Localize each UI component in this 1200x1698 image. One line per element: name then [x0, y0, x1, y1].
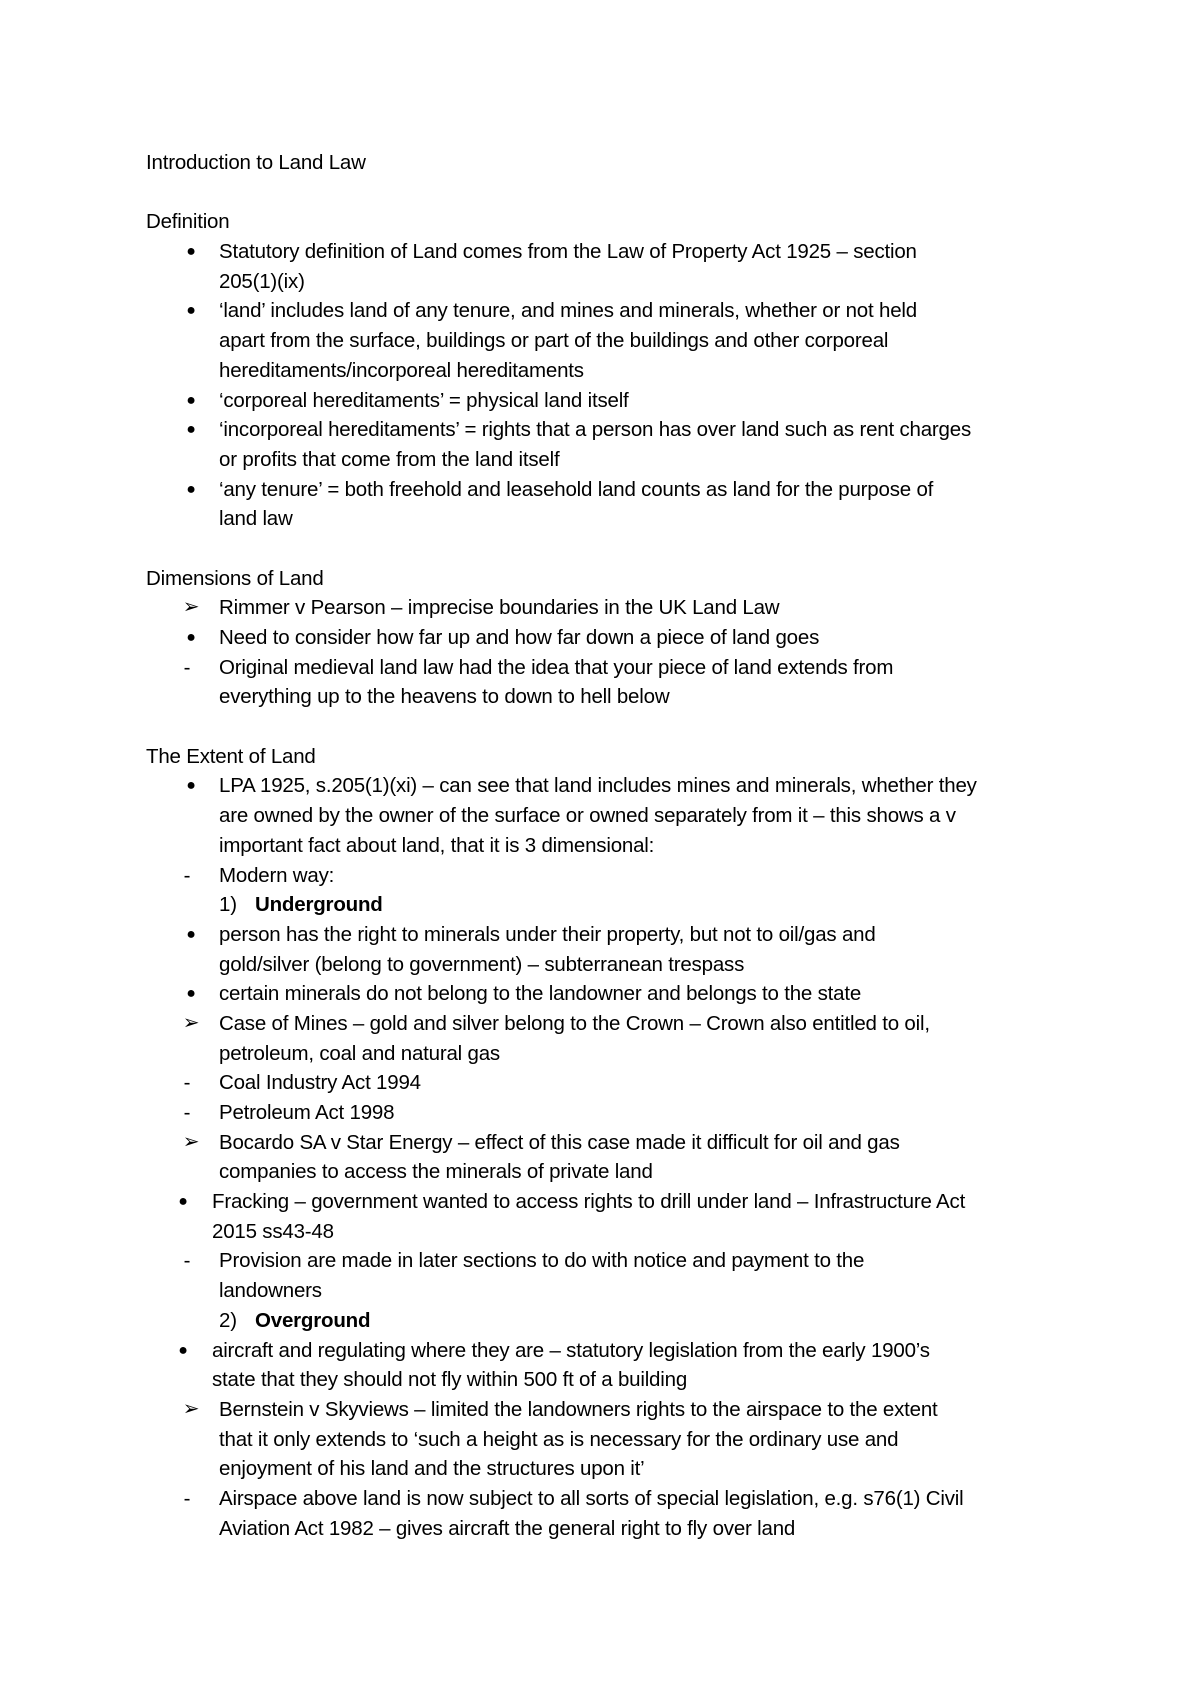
list-item: ● ‘any tenure’ = both freehold and leasehold land counts as land for the purpose of — [146, 475, 1076, 505]
list-item: ● ‘land’ includes land of any tenure, and mines and minerals, whether or not held — [146, 296, 1076, 326]
list-item-continuation: companies to access the minerals of private land — [219, 1160, 653, 1184]
list-item-continuation: important fact about land, that it is 3 dimensional: — [219, 833, 655, 857]
list-item: ● aircraft and regulating where they are – statutory legislation from the early 1900’s — [146, 1336, 1076, 1366]
spacer — [146, 712, 1076, 742]
list-item-continuation: or profits that come from the land itself — [219, 447, 560, 471]
list-item-continuation: enjoyment of his land and the structures upon it’ — [219, 1457, 645, 1481]
list-item-continuation: landowners — [219, 1279, 322, 1303]
list-item-continuation: everything up to the heavens to down to hell below — [219, 685, 670, 709]
list-item: - Airspace above land is now subject to all sorts of special legislation, e.g. s76(1) Civil — [146, 1484, 1076, 1514]
list-item-continuation: that it only extends to ‘such a height as is necessary for the ordinary use and — [219, 1427, 899, 1451]
section-heading-definition: Definition — [146, 210, 230, 234]
list-item-continuation: petroleum, coal and natural gas — [219, 1041, 500, 1065]
dash-bullet-icon: - — [183, 1071, 191, 1095]
arrow-bullet-icon: ➢ — [182, 1130, 200, 1153]
list-item: - Modern way: — [146, 861, 1076, 891]
list-item: ● LPA 1925, s.205(1)(xi) – can see that land includes mines and minerals, whether they — [146, 771, 1076, 801]
list-item: ➢ Bernstein v Skyviews – limited the landowners rights to the airspace to the extent — [146, 1395, 1076, 1425]
numbered-subheading-underground: 1) Underground — [219, 893, 383, 917]
list-item: ● Need to consider how far up and how far down a piece of land goes — [146, 623, 1076, 653]
list-item-continuation: apart from the surface, buildings or part of the buildings and other corporeal — [219, 329, 889, 353]
bullet-icon: ● — [186, 480, 196, 498]
list-item: ● person has the right to minerals under their property, but not to oil/gas and — [146, 920, 1076, 950]
list-item: ➢ Case of Mines – gold and silver belong to the Crown – Crown also entitled to oil, — [146, 1009, 1076, 1039]
list-item-continuation: 2015 ss43-48 — [212, 1219, 334, 1243]
bullet-icon: ● — [186, 985, 196, 1003]
list-item-continuation: are owned by the owner of the surface or owned separately from it – this shows a v — [219, 804, 956, 828]
spacer — [146, 178, 1076, 208]
bullet-icon: ● — [186, 777, 196, 795]
list-item: - Provision are made in later sections to do with notice and payment to the — [146, 1246, 1076, 1276]
list-item: ● certain minerals do not belong to the landowner and belongs to the state — [146, 979, 1076, 1009]
spacer — [146, 534, 1076, 564]
list-item-continuation: hereditaments/incorporeal hereditaments — [219, 358, 584, 382]
arrow-bullet-icon: ➢ — [182, 596, 200, 619]
document-body — [146, 148, 1076, 1543]
list-item: ● ‘corporeal hereditaments’ = physical land itself — [146, 386, 1076, 416]
list-item: ● Statutory definition of Land comes from the Law of Property Act 1925 – section — [146, 237, 1076, 267]
numbered-subheading-overground: 2) Overground — [219, 1308, 371, 1332]
bullet-icon: ● — [186, 421, 196, 439]
list-item-continuation: 205(1)(ix) — [219, 269, 305, 293]
list-item: ● Fracking – government wanted to access rights to drill under land – Infrastructure Act — [146, 1187, 1076, 1217]
dash-bullet-icon: - — [183, 1101, 191, 1124]
list-item: ➢ Rimmer v Pearson – imprecise boundaries in the UK Land Law — [146, 593, 1076, 623]
bullet-icon: ● — [186, 302, 196, 320]
list-item-continuation: gold/silver (belong to government) – subterranean trespass — [219, 952, 745, 976]
bullet-icon: ● — [186, 391, 196, 409]
dash-bullet-icon: - — [183, 655, 191, 679]
list-item: ● ‘incorporeal hereditaments’ = rights that a person has over land such as rent charges — [146, 415, 1076, 445]
dash-bullet-icon: - — [183, 1249, 191, 1273]
bullet-icon: ● — [186, 925, 196, 943]
arrow-bullet-icon: ➢ — [182, 1011, 200, 1034]
bullet-icon: ● — [178, 1193, 188, 1211]
list-item: - Original medieval land law had the idea that your piece of land extends from — [146, 653, 1076, 683]
arrow-bullet-icon: ➢ — [182, 1397, 200, 1420]
section-heading-extent: The Extent of Land — [146, 744, 316, 768]
bullet-icon: ● — [178, 1341, 188, 1359]
list-item-continuation: land law — [219, 507, 293, 531]
list-item: ➢ Bocardo SA v Star Energy – effect of this case made it difficult for oil and gas — [146, 1128, 1076, 1158]
list-item: - Coal Industry Act 1994 — [146, 1068, 1076, 1098]
dash-bullet-icon: - — [183, 863, 191, 887]
list-item: - Petroleum Act 1998 — [146, 1098, 1076, 1128]
dash-bullet-icon: - — [183, 1486, 191, 1510]
document-title: Introduction to Land Law — [146, 151, 366, 174]
list-item-continuation: Aviation Act 1982 – gives aircraft the general right to fly over land — [219, 1516, 796, 1540]
bullet-icon: ● — [186, 243, 196, 261]
bullet-icon: ● — [186, 629, 196, 646]
section-heading-dimensions: Dimensions of Land — [146, 566, 324, 590]
list-item-continuation: state that they should not fly within 500 ft of a building — [212, 1368, 688, 1392]
